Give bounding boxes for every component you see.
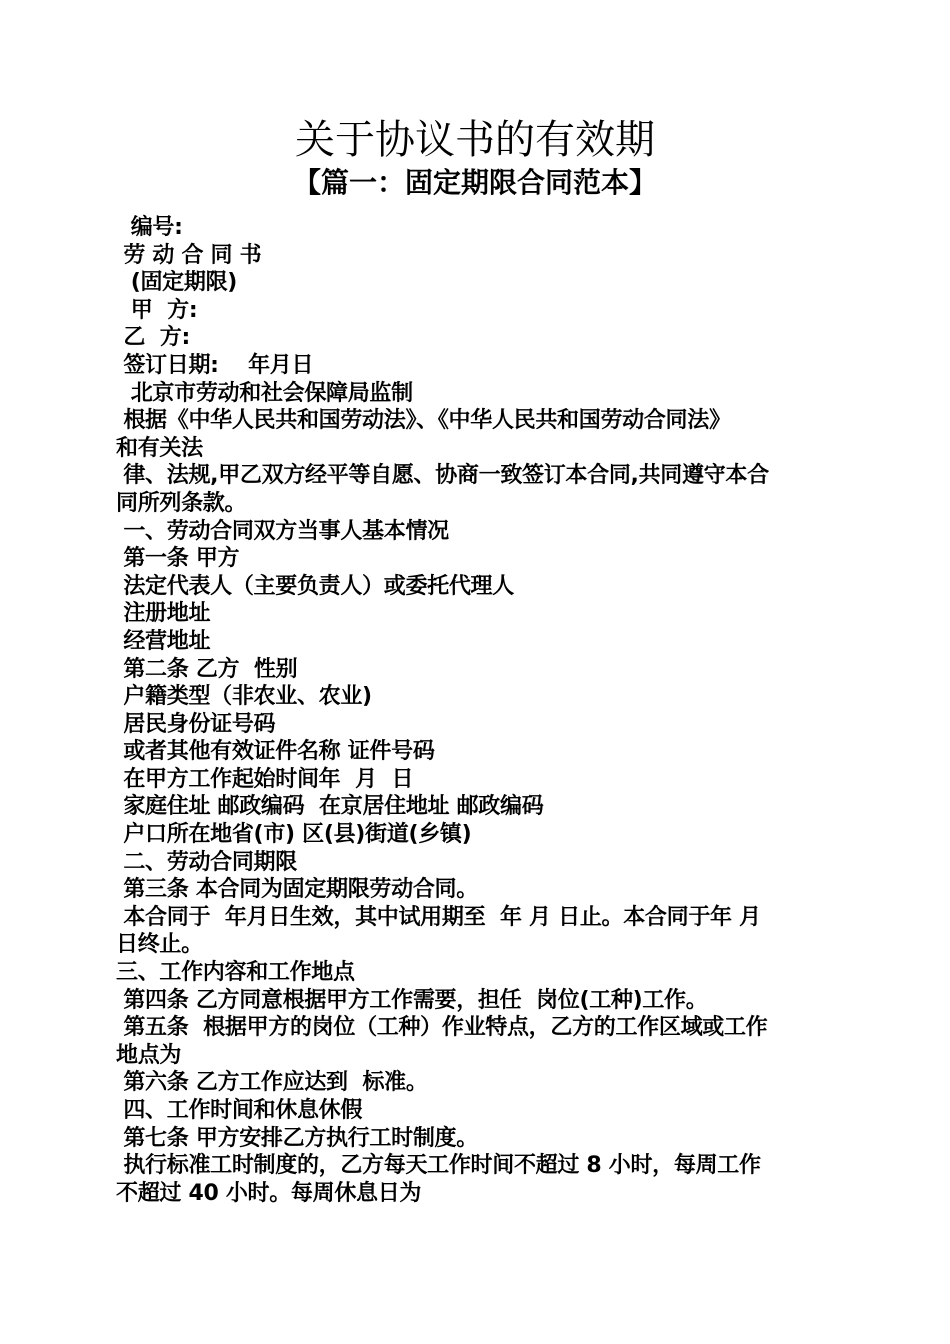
- document-line: 家庭住址 邮政编码 在京居住地址 邮政编码: [116, 794, 544, 820]
- document-line: 第二条 乙方 性别: [116, 656, 298, 682]
- document-line: 第五条 根据甲方的岗位（工种）作业特点，乙方的工作区域或工作: [116, 1015, 768, 1041]
- document-line: 劳 动 合 同 书: [116, 242, 262, 268]
- document-line: 不超过 40 小时。每周休息日为: [116, 1180, 422, 1206]
- document-body: [116, 214, 836, 1207]
- document-line: 经营地址: [116, 628, 211, 654]
- document-line: 和有关法: [116, 435, 203, 461]
- document-line: 居民身份证号码: [116, 711, 276, 737]
- document-line: 户籍类型（非农业、农业): [116, 684, 372, 710]
- document-line: 三、工作内容和工作地点: [116, 960, 355, 986]
- document-line: 第四条 乙方同意根据甲方工作需要，担任 岗位(工种)工作。: [116, 987, 708, 1013]
- document-line: 根据《中华人民共和国劳动法》、《中华人民共和国劳动合同法》: [116, 408, 731, 434]
- document-line: 本合同于 年月日生效，其中试用期至 年 月 日止。本合同于年 月: [116, 904, 761, 930]
- document-line: 在甲方工作起始时间年 月 日: [116, 766, 414, 792]
- document-line: 北京市劳动和社会保障局监制: [116, 380, 413, 406]
- document-line: 第六条 乙方工作应达到 标准。: [116, 1070, 428, 1096]
- document-line: 户口所在地省(市) 区(县)街道(乡镇): [116, 822, 472, 848]
- document-line: 编号:: [116, 215, 183, 240]
- document-line: 乙 方:: [116, 325, 190, 351]
- document-subtitle: 【篇一：固定期限合同范本】: [292, 166, 657, 199]
- document-line: 签订日期: 年月日: [116, 352, 314, 378]
- document-line: 日终止。: [116, 932, 203, 958]
- document-line: 甲 方:: [116, 297, 198, 323]
- document-line: (固定期限): [116, 270, 238, 296]
- document-line: 四、工作时间和休息休假: [116, 1098, 363, 1123]
- document-title: 关于协议书的有效期: [295, 117, 655, 163]
- document-line: 二、劳动合同期限: [116, 849, 297, 875]
- document-line: 第一条 甲方: [116, 546, 240, 572]
- document-line: 法定代表人（主要负责人）或委托代理人: [116, 573, 514, 599]
- document-line: 第三条 本合同为固定期限劳动合同。: [116, 877, 478, 903]
- document-line: 一、劳动合同双方当事人基本情况: [116, 518, 449, 544]
- document-line: 第七条 甲方安排乙方执行工时制度。: [116, 1125, 478, 1151]
- document-line: 地点为: [116, 1042, 182, 1068]
- document-line: 律、法规,甲乙双方经平等自愿、协商一致签订本合同,共同遵守本合: [116, 463, 769, 489]
- document-line: 同所列条款。: [116, 490, 247, 516]
- document-line: 执行标准工时制度的，乙方每天工作时间不超过 8 小时，每周工作: [116, 1153, 761, 1179]
- document-line: 注册地址: [116, 601, 211, 627]
- document-line: 或者其他有效证件名称 证件号码: [116, 739, 435, 765]
